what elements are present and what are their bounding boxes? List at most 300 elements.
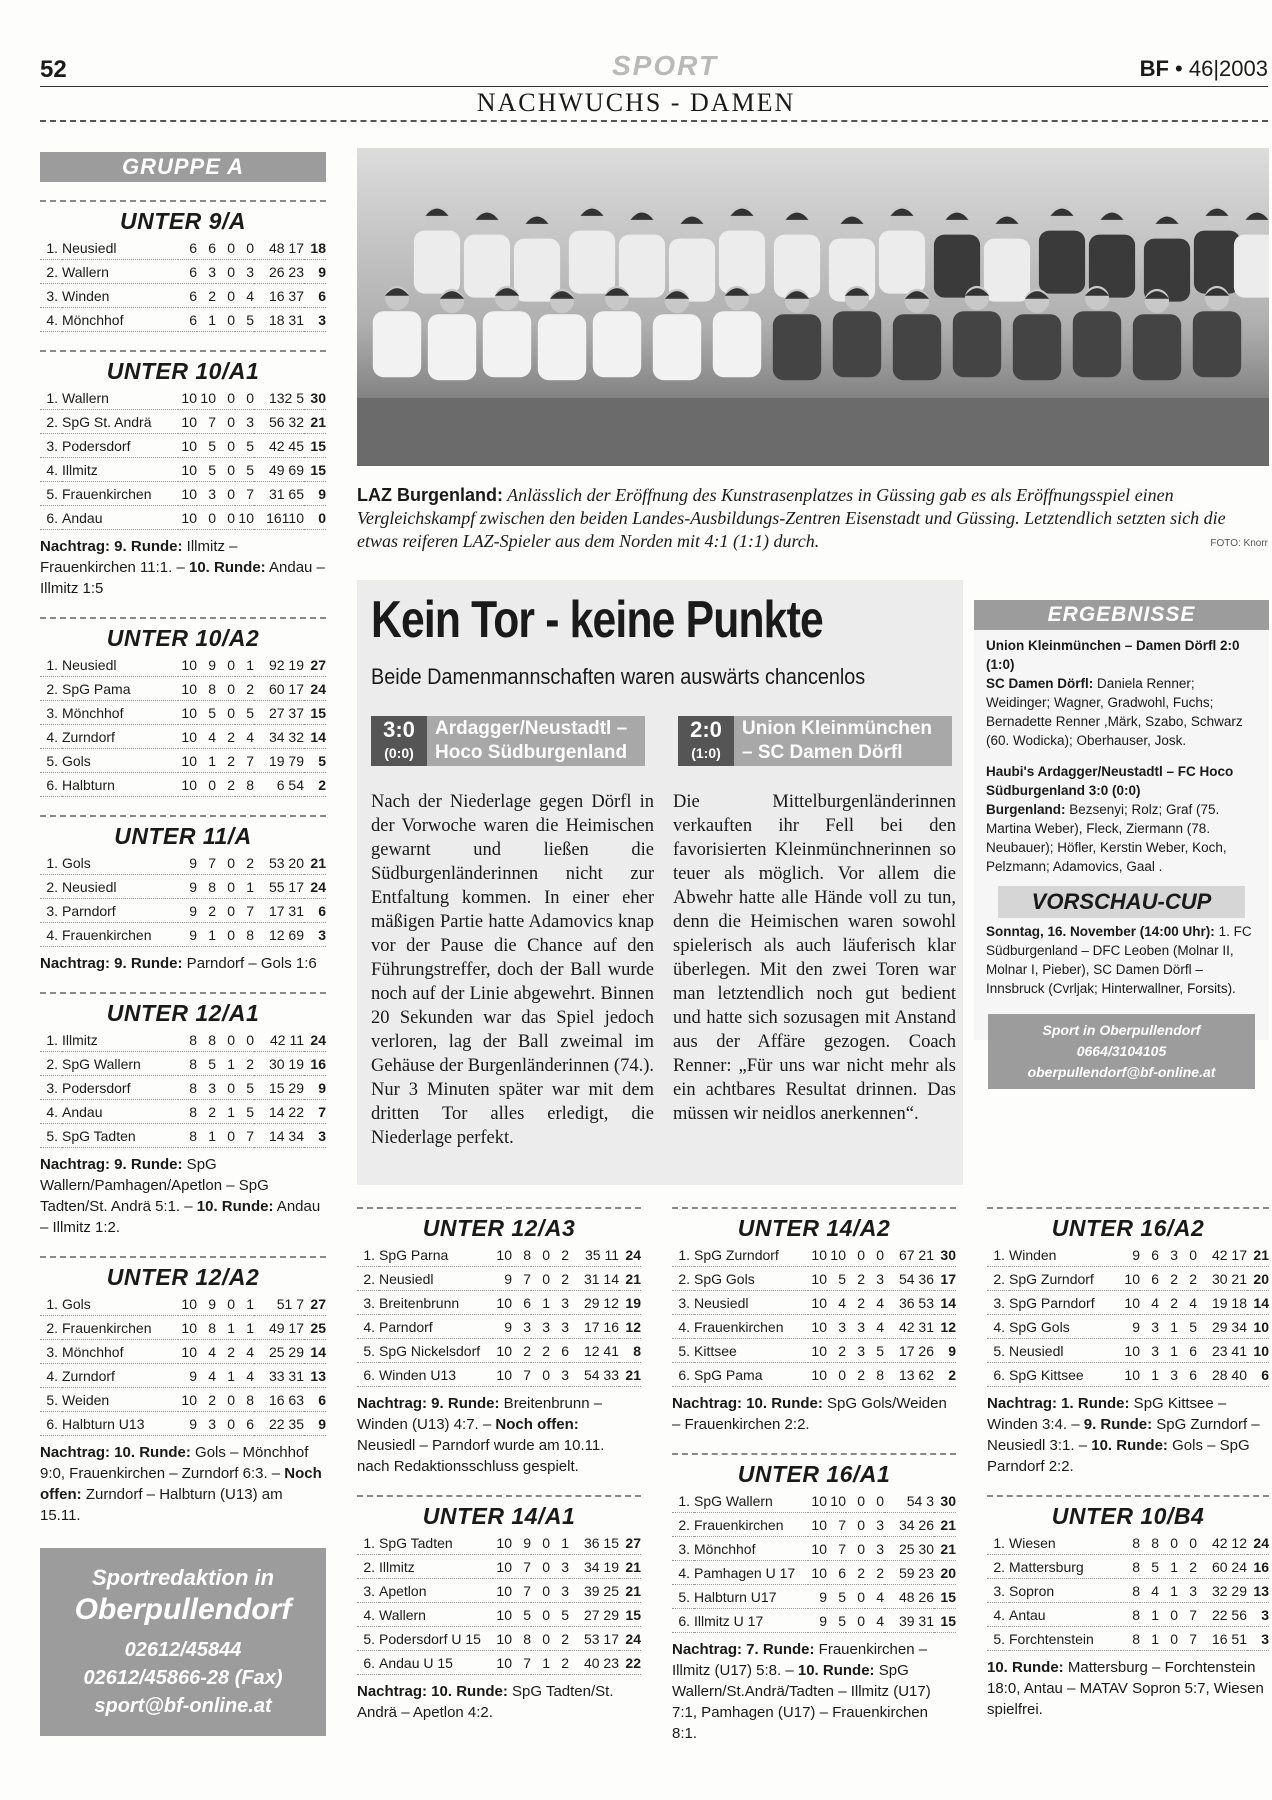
cell-goals: 17 26 (884, 1339, 934, 1363)
score-half: (0:0) (384, 745, 414, 761)
cell-losses: 7 (235, 1124, 254, 1148)
cell-wins: 1 (1140, 1603, 1159, 1627)
table-row (357, 1267, 641, 1291)
cell-points: 21 (934, 1537, 956, 1561)
cell-goals: 92 19 (254, 653, 304, 677)
cell-games: 8 (1121, 1603, 1140, 1627)
cell-team: Mönchhof (694, 1537, 808, 1561)
cell-losses: 5 (235, 458, 254, 482)
cell-points: 20 (1247, 1267, 1269, 1291)
cell-team: SpG Parna (379, 1243, 493, 1267)
score-final: 2:0 (690, 717, 722, 742)
standings-table (357, 1243, 641, 1387)
table-row (672, 1585, 956, 1609)
cell-goals: 16 37 (254, 284, 304, 308)
cell-team: Parndorf (62, 899, 178, 923)
cell-points: 30 (934, 1243, 956, 1267)
cell-goals: 51 7 (254, 1292, 304, 1316)
cell-points: 15 (934, 1585, 956, 1609)
cell-goals: 42 12 (1197, 1531, 1247, 1555)
cell-rank: 2. (40, 260, 62, 284)
cell-draws: 2 (1159, 1267, 1178, 1291)
table-row (672, 1561, 956, 1585)
cell-losses: 3 (865, 1267, 884, 1291)
score-value (371, 716, 427, 766)
cell-points: 9 (304, 1076, 326, 1100)
cell-draws: 0 (216, 851, 235, 875)
cell-rank: 5. (357, 1627, 379, 1651)
cell-wins: 7 (827, 1537, 846, 1561)
cell-rank: 1. (40, 1028, 62, 1052)
cell-goals: 23 41 (1197, 1339, 1247, 1363)
score-box-2 (678, 716, 952, 766)
cell-team: SpG Pama (694, 1363, 808, 1387)
cell-rank: 1. (40, 851, 62, 875)
cell-games: 10 (493, 1339, 512, 1363)
cell-goals: 132 5 (254, 386, 304, 410)
table-row (672, 1339, 956, 1363)
table-row (987, 1627, 1269, 1651)
cell-points: 24 (304, 875, 326, 899)
cell-games: 6 (178, 260, 197, 284)
note-bold: 9. Runde: (1079, 1416, 1153, 1433)
cell-losses: 7 (1178, 1627, 1197, 1651)
cell-goals: 29 12 (569, 1291, 619, 1315)
cell-points: 21 (619, 1267, 641, 1291)
table-row (357, 1291, 641, 1315)
cell-rank: 4. (40, 1364, 62, 1388)
cell-draws: 0 (216, 653, 235, 677)
cell-points: 24 (619, 1627, 641, 1651)
table-row (40, 1100, 326, 1124)
cell-team: Gols (62, 749, 178, 773)
standings-block (987, 1495, 1269, 1720)
cell-games: 10 (493, 1531, 512, 1555)
caption-text: Anlässlich der Eröffnung des Kunstrasenplatzes in Güssing gab es als Eröffnungsspiel einen Vergleichskampf zwischen den beiden Landes-Ausbildungs-Zentren Eisenstadt und Güssing. Letztendlich setzten sich die etwas reiferen LAZ-Spieler aus dem Norden mit 4:1 (1:1) durch. (357, 485, 1226, 551)
supplement-note (672, 1639, 956, 1744)
cell-rank: 2. (987, 1555, 1009, 1579)
standings-title: UNTER 11/A (40, 815, 326, 851)
contact-phone: 0664/3104105 (1076, 1043, 1167, 1059)
cell-team: Zurndorf (62, 725, 178, 749)
cell-points: 24 (304, 677, 326, 701)
cell-games: 8 (1121, 1579, 1140, 1603)
cell-goals: 25 29 (254, 1340, 304, 1364)
table-row (357, 1531, 641, 1555)
table-row (357, 1651, 641, 1675)
table-row (672, 1537, 956, 1561)
cell-goals: 54 3 (884, 1489, 934, 1513)
standings-title: UNTER 14/A2 (672, 1207, 956, 1243)
cell-rank: 5. (987, 1627, 1009, 1651)
results-title: ERGEBNISSE (974, 600, 1269, 630)
cell-draws: 0 (216, 923, 235, 947)
table-row (357, 1339, 641, 1363)
note-text: Neusiedl – Parndorf wurde am 10.11. nach Redaktionsschluss gespielt. (357, 1437, 605, 1475)
cell-team: Podersdorf U 15 (379, 1627, 493, 1651)
cell-team: Illmitz (62, 458, 178, 482)
cell-rank: 1. (40, 236, 62, 260)
match-2-team: Burgenland: (986, 802, 1066, 817)
cell-rank: 4. (40, 725, 62, 749)
cell-wins: 10 (827, 1489, 846, 1513)
standings-block (672, 1207, 956, 1435)
cell-games: 10 (1121, 1363, 1140, 1387)
cell-draws: 2 (1159, 1291, 1178, 1315)
standings-block (40, 1256, 326, 1526)
standings-block (40, 350, 326, 599)
cell-team: SpG Wallern (694, 1489, 808, 1513)
cell-losses: 7 (235, 749, 254, 773)
cell-draws: 3 (1159, 1243, 1178, 1267)
cell-draws: 0 (531, 1555, 550, 1579)
redaktion-location: Oberpullendorf (74, 1593, 292, 1626)
cell-rank: 6. (987, 1363, 1009, 1387)
cell-wins: 4 (1140, 1291, 1159, 1315)
cell-team: Winden (62, 284, 178, 308)
table-row (40, 260, 326, 284)
cell-rank: 3. (987, 1579, 1009, 1603)
cell-losses: 7 (1178, 1603, 1197, 1627)
cell-draws: 0 (216, 434, 235, 458)
match-1-players: Daniela Renner; Weidinger; Wagner, Gradwohl, Fuchs; Bernadette Renner ,Märk, Szabo, Schwarz (60. Wodicka); Oberhauser, Josk. (986, 676, 1243, 748)
note-bold: Nachtrag: 9. Runde: (40, 955, 183, 972)
cell-draws: 3 (846, 1339, 865, 1363)
note-text: SpG Kittsee – Winden 3:4. – (987, 1395, 1227, 1433)
header-dashed-rule (40, 120, 1268, 122)
cell-team: Breitenbrunn (379, 1291, 493, 1315)
table-row (987, 1603, 1269, 1627)
cup-text: 1. FC Südburgenland – DFC Leoben (Molnar II, Molnar I, Pieber), SC Damen Dörfl – Innsbruck (Cvrljak; Hinterwallner, Forsits). (986, 924, 1252, 996)
table-row (40, 653, 326, 677)
cell-draws: 2 (846, 1363, 865, 1387)
cell-wins: 6 (512, 1291, 531, 1315)
cell-points: 21 (1247, 1243, 1269, 1267)
cell-losses: 3 (1178, 1579, 1197, 1603)
cell-rank: 3. (987, 1291, 1009, 1315)
cell-team: Gols (62, 1292, 178, 1316)
cell-team: Frauenkirchen (62, 923, 178, 947)
cell-rank: 4. (987, 1603, 1009, 1627)
cell-losses: 3 (550, 1579, 569, 1603)
cell-draws: 1 (1159, 1339, 1178, 1363)
cup-preview (974, 922, 1269, 998)
cell-games: 10 (178, 653, 197, 677)
cell-team: Illmitz (379, 1555, 493, 1579)
cell-games: 10 (178, 434, 197, 458)
cell-losses: 0 (235, 1028, 254, 1052)
match-2-lineup (986, 800, 1261, 876)
cell-draws: 0 (1159, 1531, 1178, 1555)
cell-goals: 56 32 (254, 410, 304, 434)
cell-losses: 5 (235, 434, 254, 458)
cell-team: Andau U 15 (379, 1651, 493, 1675)
cell-games: 10 (493, 1579, 512, 1603)
table-row (987, 1579, 1269, 1603)
cell-goals: 15 29 (254, 1076, 304, 1100)
cell-rank: 2. (357, 1555, 379, 1579)
cell-losses: 4 (235, 1364, 254, 1388)
note-text: SpG Gols/Weiden – Frauenkirchen 2:2. (672, 1395, 947, 1433)
cell-rank: 4. (40, 1100, 62, 1124)
table-row (357, 1603, 641, 1627)
cell-goals: 27 37 (254, 701, 304, 725)
cell-draws: 0 (846, 1489, 865, 1513)
cell-wins: 6 (197, 236, 216, 260)
cell-games: 10 (178, 1388, 197, 1412)
cell-points: 6 (1247, 1363, 1269, 1387)
standings-block (357, 1495, 641, 1723)
note-bold: Nachtrag: 9. Runde: (40, 538, 183, 555)
cell-wins: 7 (827, 1513, 846, 1537)
score-teams: Ardagger/Neustadtl – Hoco Südburgenland (427, 716, 645, 766)
cell-rank: 3. (40, 701, 62, 725)
cell-games: 10 (493, 1627, 512, 1651)
cell-goals: 34 32 (254, 725, 304, 749)
cell-losses: 8 (865, 1363, 884, 1387)
cell-draws: 0 (216, 260, 235, 284)
supplement-note (357, 1681, 641, 1723)
article-subhead: Beide Damenmannschaften waren auswärts chancenlos (371, 664, 866, 689)
cell-games: 9 (493, 1315, 512, 1339)
note-bold: Nachtrag: 10. Runde: (357, 1683, 508, 1700)
cell-rank: 6. (40, 773, 62, 797)
cell-losses: 1 (550, 1531, 569, 1555)
note-bold: 10. Runde: (184, 559, 266, 576)
cell-team: Mönchhof (62, 308, 178, 332)
cell-points: 14 (934, 1291, 956, 1315)
cell-points: 21 (304, 851, 326, 875)
cell-losses: 5 (865, 1339, 884, 1363)
cell-rank: 4. (357, 1315, 379, 1339)
cell-team: Mönchhof (62, 701, 178, 725)
cell-draws: 0 (216, 1292, 235, 1316)
cell-wins: 9 (197, 1292, 216, 1316)
cell-points: 21 (619, 1363, 641, 1387)
cell-points: 15 (304, 701, 326, 725)
cell-wins: 9 (197, 653, 216, 677)
cell-team: SpG St. Andrä (62, 410, 178, 434)
cell-team: Mönchhof (62, 1340, 178, 1364)
cell-points: 10 (1247, 1339, 1269, 1363)
supplement-note (40, 953, 326, 974)
table-row (357, 1627, 641, 1651)
cell-team: Neusiedl (1009, 1339, 1121, 1363)
cell-wins: 8 (197, 1028, 216, 1052)
table-row (40, 284, 326, 308)
note-text: Zurndorf – Halbturn (U13) am 15.11. (40, 1486, 283, 1524)
cell-points: 6 (304, 284, 326, 308)
cell-points: 27 (304, 1292, 326, 1316)
note-text: SpG Wallern/Pamhagen/Apetlon – SpG Tadten/St. Andrä 5:1. – (40, 1156, 269, 1215)
note-bold: Nachtrag: 10. Runde: (672, 1395, 823, 1412)
cell-losses: 7 (235, 482, 254, 506)
cell-draws: 0 (1159, 1627, 1178, 1651)
cell-games: 10 (808, 1243, 827, 1267)
cell-wins: 3 (1140, 1339, 1159, 1363)
cell-team: Andau (62, 1100, 178, 1124)
cell-games: 10 (493, 1243, 512, 1267)
supplement-note (40, 536, 326, 599)
cell-draws: 2 (216, 773, 235, 797)
cell-points: 21 (934, 1513, 956, 1537)
cell-wins: 4 (197, 1364, 216, 1388)
note-text: SpG Zurndorf – Neusiedl 3:1. – (987, 1416, 1260, 1454)
cell-goals: 42 11 (254, 1028, 304, 1052)
cell-wins: 5 (827, 1609, 846, 1633)
table-row (987, 1267, 1269, 1291)
cell-losses: 2 (865, 1561, 884, 1585)
cell-points: 3 (304, 923, 326, 947)
cell-points: 24 (304, 1028, 326, 1052)
cell-team: Winden (1009, 1243, 1121, 1267)
cell-draws: 2 (846, 1561, 865, 1585)
table-row (40, 749, 326, 773)
cell-losses: 8 (235, 923, 254, 947)
cell-wins: 6 (827, 1561, 846, 1585)
cell-goals: 67 21 (884, 1243, 934, 1267)
cell-wins: 7 (512, 1555, 531, 1579)
cell-team: SpG Wallern (62, 1052, 178, 1076)
cell-goals: 17 16 (569, 1315, 619, 1339)
cell-team: Halbturn (62, 773, 178, 797)
note-bold: Noch offen: (40, 1465, 322, 1503)
standings-block (357, 1207, 641, 1477)
cell-rank: 2. (40, 410, 62, 434)
cell-points: 8 (619, 1339, 641, 1363)
cell-losses: 0 (865, 1243, 884, 1267)
cell-draws: 1 (216, 1100, 235, 1124)
cell-team: Gols (62, 851, 178, 875)
cell-games: 10 (808, 1315, 827, 1339)
cell-rank: 1. (357, 1531, 379, 1555)
cell-team: Mattersburg (1009, 1555, 1121, 1579)
cell-points: 14 (304, 725, 326, 749)
cell-team: SpG Nickelsdorf (379, 1339, 493, 1363)
cell-points: 2 (304, 773, 326, 797)
note-text: SpG Wallern/St.Andrä/Tadten – Illmitz (U17) 7:1, Pamhagen (U17) – Frauenkirchen 8:1. (672, 1662, 931, 1742)
cell-losses: 5 (235, 308, 254, 332)
cell-goals: 53 20 (254, 851, 304, 875)
cell-losses: 2 (235, 1052, 254, 1076)
cell-games: 10 (808, 1489, 827, 1513)
cell-rank: 3. (40, 899, 62, 923)
standings-title: UNTER 16/A2 (987, 1207, 1269, 1243)
cell-games: 10 (808, 1513, 827, 1537)
cell-goals: 34 26 (884, 1513, 934, 1537)
cell-wins: 5 (827, 1267, 846, 1291)
cell-games: 10 (178, 773, 197, 797)
cell-draws: 2 (216, 1340, 235, 1364)
cell-wins: 2 (827, 1339, 846, 1363)
cell-draws: 0 (216, 1412, 235, 1436)
cell-goals: 22 35 (254, 1412, 304, 1436)
cell-games: 8 (178, 1028, 197, 1052)
cell-team: Neusiedl (62, 236, 178, 260)
cell-draws: 2 (846, 1291, 865, 1315)
cell-rank: 1. (40, 1292, 62, 1316)
caption-label: LAZ Burgenland: (357, 485, 503, 505)
standings-block (40, 200, 326, 332)
cell-goals: 39 25 (569, 1579, 619, 1603)
cell-wins: 1 (197, 749, 216, 773)
standings-table (40, 386, 326, 530)
table-row (987, 1243, 1269, 1267)
cell-team: Pamhagen U 17 (694, 1561, 808, 1585)
cell-goals: 40 23 (569, 1651, 619, 1675)
cell-rank: 1. (40, 653, 62, 677)
cell-points: 30 (304, 386, 326, 410)
cell-rank: 5. (40, 482, 62, 506)
cell-wins: 3 (1140, 1315, 1159, 1339)
cell-points: 20 (934, 1561, 956, 1585)
cell-goals: 26 23 (254, 260, 304, 284)
cell-points: 2 (934, 1363, 956, 1387)
cell-points: 22 (619, 1651, 641, 1675)
cell-team: SpG Kittsee (1009, 1363, 1121, 1387)
table-row (357, 1315, 641, 1339)
note-bold: Nachtrag: 7. Runde: (672, 1641, 815, 1658)
cell-rank: 3. (40, 1076, 62, 1100)
cell-points: 13 (304, 1364, 326, 1388)
cell-draws: 2 (216, 749, 235, 773)
match-2-head: Haubi's Ardagger/Neustadtl – FC Hoco Südburgenland 3:0 (0:0) (986, 764, 1234, 798)
cell-wins: 5 (1140, 1555, 1159, 1579)
cell-games: 6 (178, 284, 197, 308)
result-match-2 (974, 750, 1269, 876)
cell-draws: 3 (1159, 1363, 1178, 1387)
note-bold: Nachtrag: 1. Runde: (987, 1395, 1130, 1412)
table-row (357, 1555, 641, 1579)
cell-draws: 1 (531, 1291, 550, 1315)
table-row (357, 1243, 641, 1267)
cell-goals: 54 36 (884, 1267, 934, 1291)
table-row (987, 1531, 1269, 1555)
cell-wins: 5 (197, 434, 216, 458)
cell-team: Frauenkirchen (694, 1513, 808, 1537)
group-label: GRUPPE A (40, 152, 326, 182)
cell-goals: 42 17 (1197, 1243, 1247, 1267)
standings-table (357, 1531, 641, 1675)
cell-wins: 7 (512, 1267, 531, 1291)
cell-games: 9 (1121, 1243, 1140, 1267)
cell-draws: 0 (846, 1243, 865, 1267)
cell-losses: 6 (235, 1412, 254, 1436)
cell-team: SpG Gols (1009, 1315, 1121, 1339)
cell-wins: 5 (197, 701, 216, 725)
cell-games: 8 (178, 1052, 197, 1076)
note-text: Illmitz – Frauenkirchen 11:1. – (40, 538, 238, 576)
cell-draws: 0 (216, 284, 235, 308)
table-row (40, 1412, 326, 1436)
standings-table (672, 1243, 956, 1387)
redaktion-label: Sportredaktion in (91, 1565, 275, 1590)
standings-table (40, 236, 326, 332)
cell-wins: 5 (512, 1603, 531, 1627)
cell-team: SpG Zurndorf (694, 1243, 808, 1267)
cell-games: 8 (178, 1124, 197, 1148)
cell-losses: 4 (1178, 1291, 1197, 1315)
cell-losses: 0 (1178, 1243, 1197, 1267)
score-half: (1:0) (691, 745, 721, 761)
cell-goals: 27 29 (569, 1603, 619, 1627)
cell-draws: 0 (846, 1585, 865, 1609)
cell-draws: 1 (216, 1052, 235, 1076)
cell-points: 9 (304, 1412, 326, 1436)
note-bold: Nachtrag: 10. Runde: (40, 1444, 191, 1461)
cell-losses: 8 (235, 1388, 254, 1412)
cell-losses: 10 (235, 506, 254, 530)
